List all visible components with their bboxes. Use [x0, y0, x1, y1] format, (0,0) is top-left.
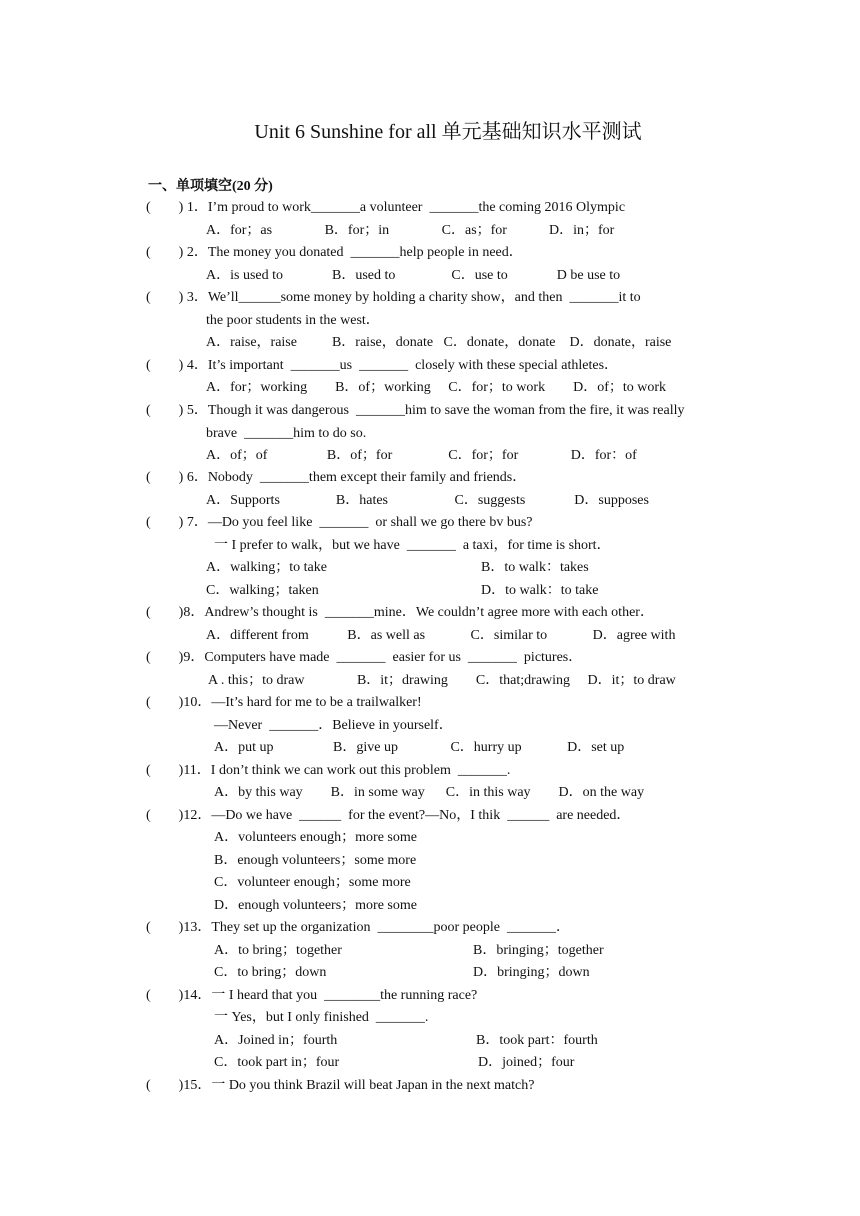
exam-line: A．raise，raise B．raise，donate C．donate，donate D．donate，raise [206, 335, 672, 350]
exam-line: D．joined；four [478, 1055, 575, 1070]
exam-line: A．of；of B．of；for C．for；for D．for：of [206, 448, 637, 463]
exam-line: brave _______him to do so. [206, 426, 367, 441]
exam-line: B．bringing；together [473, 943, 604, 958]
exam-line: C．walking；taken [206, 583, 319, 598]
exam-line: ( )11．I don’t think we can work out this problem _______. [146, 763, 511, 778]
exam-line: ( ) 2．The money you donated _______help people in need． [146, 245, 523, 260]
exam-line: A．is used to B．used to C．use to D be use to [206, 268, 621, 283]
exam-line: ( )9．Computers have made _______ easier for us _______ pictures． [146, 650, 583, 665]
exam-line: ( ) 4．It’s important _______us _______ closely with these special athletes． [146, 358, 619, 373]
exam-line: D．bringing；down [473, 965, 590, 980]
exam-line: ( )8．Andrew’s thought is _______mine．We couldn’t agree more with each other． [146, 605, 654, 620]
exam-line: C．volunteer enough；some more [214, 875, 411, 890]
exam-line: A．for；as B．for；in C．as；for D．in；for [206, 223, 615, 238]
exam-line: 一 I prefer to walk，but we have _______ a taxi，for time is short． [214, 538, 611, 553]
exam-line: A．for；working B．of；working C．for；to work D．of；to work [206, 380, 667, 395]
exam-line: ( ) 1．I’m proud to work_______a volunteer _______the coming 2016 Olympic [146, 200, 626, 215]
exam-line: the poor students in the west． [206, 313, 380, 328]
page-title: Unit 6 Sunshine for all 单元基础知识水平测试 [254, 121, 642, 143]
exam-line: B．enough volunteers；some more [214, 853, 417, 868]
exam-line: ( ) 6．Nobody _______them except their family and friends． [146, 470, 527, 485]
exam-line: A．to bring；together [214, 943, 342, 958]
exam-line: A．by this way B．in some way C．in this way D．on the way [214, 785, 645, 800]
exam-line: ( )13．They set up the organization ________poor people _______． [146, 920, 570, 935]
exam-line: 一 Yes，but I only finished _______. [214, 1010, 429, 1025]
exam-line: ( ) 7．—Do you feel like _______ or shall we go there bv bus? [146, 515, 533, 530]
exam-line: A．walking；to take [206, 560, 327, 575]
exam-line: ( )14．一 I heard that you ________the running race? [146, 988, 478, 1003]
exam-line: A．Joined in；fourth [214, 1033, 338, 1048]
exam-line: A . this；to draw B．it；drawing C．that;drawing D．it；to draw [208, 673, 676, 688]
section-heading: 一、单项填空(20 分) [148, 179, 273, 194]
exam-line: A．put up B．give up C．hurry up D．set up [214, 740, 625, 755]
exam-line: A．Supports B．hates C．suggests D．supposes [206, 493, 649, 508]
exam-line: ( )15．一 Do you think Brazil will beat Japan in the next match? [146, 1078, 535, 1093]
exam-line: —Never _______．Believe in yourself． [214, 718, 453, 733]
exam-line: D．enough volunteers；more some [214, 898, 417, 913]
exam-line: ( )10．—It’s hard for me to be a trailwalker! [146, 695, 422, 710]
exam-line: ( ) 5．Though it was dangerous _______him to save the woman from the fire, it was really [146, 403, 685, 418]
exam-line: B．took part：fourth [476, 1033, 598, 1048]
exam-line: C．to bring；down [214, 965, 327, 980]
exam-line: ( ) 3．We’ll______some money by holding a charity show，and then _______it to [146, 290, 641, 305]
exam-line: A．different from B．as well as C．similar to D．agree with [206, 628, 676, 643]
exam-line: A．volunteers enough；more some [214, 830, 417, 845]
exam-line: D．to walk：to take [481, 583, 599, 598]
exam-line: ( )12．—Do we have ______ for the event?—No，I thik ______ are needed． [146, 808, 631, 823]
exam-line: B．to walk：takes [481, 560, 589, 575]
exam-line: C．took part in；four [214, 1055, 340, 1070]
